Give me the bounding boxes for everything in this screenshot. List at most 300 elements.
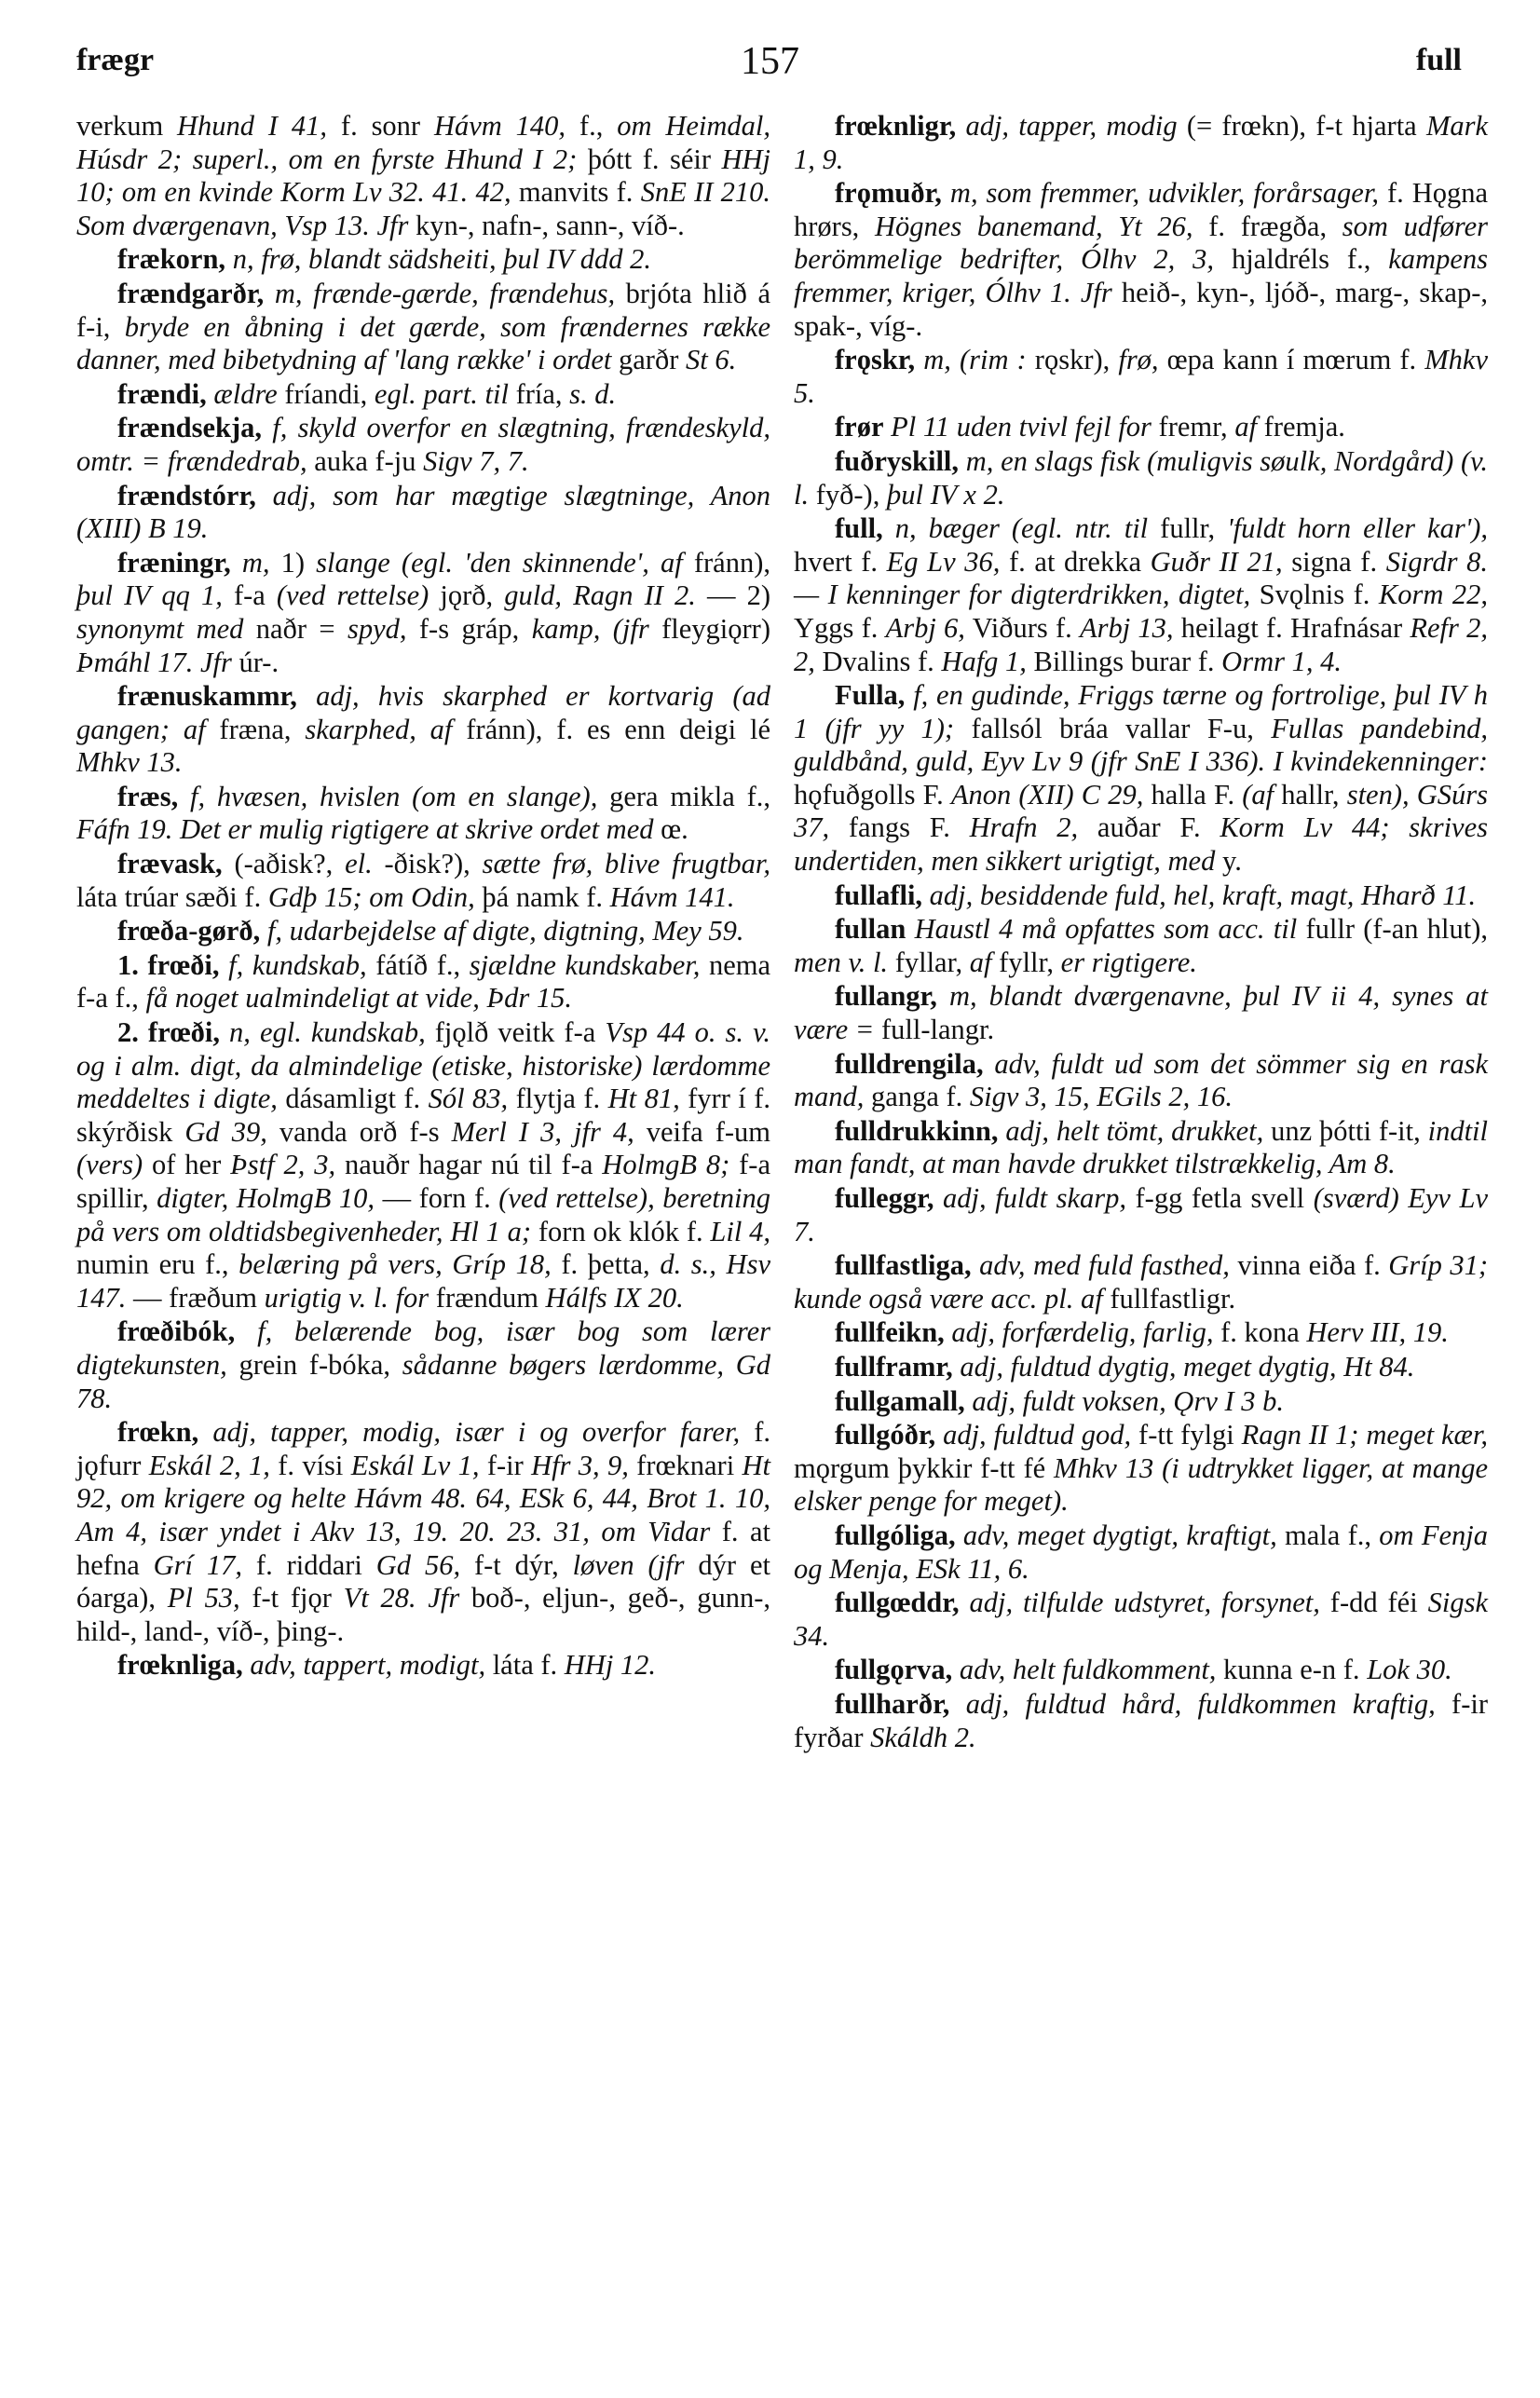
gloss-text: Korm Lv 44; skrives undertiden, men sikkert urigtigt, med bbox=[794, 811, 1488, 878]
gloss-text: slange (egl. 'den skinnende', af bbox=[316, 546, 683, 579]
dictionary-entry bbox=[794, 110, 1488, 176]
gloss-text: adj, tilfulde udstyret, forsynet, bbox=[969, 1587, 1320, 1619]
gloss-text: m, som fremmer, udvikler, forårsager, bbox=[949, 177, 1379, 210]
gloss-text: men v. l. bbox=[794, 946, 889, 978]
gloss-text: (ved rettelse) bbox=[276, 579, 429, 612]
gloss-text: ældre bbox=[213, 377, 278, 410]
gloss-text: f, hvæsen, hvislen (om en slange), bbox=[189, 780, 598, 812]
citation-text: þá namk f. bbox=[474, 880, 610, 913]
citation-text: hallr, bbox=[1274, 778, 1347, 811]
dictionary-entry bbox=[794, 1048, 1488, 1114]
citation-text: fyllr, bbox=[991, 946, 1061, 978]
citation-text: fránn), f. es enn deigi lé bbox=[452, 713, 771, 745]
headword: fullframr, bbox=[835, 1350, 953, 1383]
citation-text: f. sonr bbox=[327, 110, 434, 142]
gloss-text: Haustl 4 må opfattes som acc. til bbox=[914, 913, 1298, 946]
dictionary-entry bbox=[794, 411, 1488, 444]
dictionary-entry bbox=[76, 480, 770, 546]
gloss-text: Hhund I 41, bbox=[177, 110, 328, 142]
gloss-text: Hávm 141. bbox=[609, 880, 735, 913]
gloss-text: guld, Ragn II 2. bbox=[504, 579, 696, 612]
dictionary-entry bbox=[76, 243, 770, 277]
citation-text bbox=[956, 110, 965, 142]
gloss-text: Mhkv 5. bbox=[794, 344, 1488, 409]
citation-text: nauðr hagar nú til f-a bbox=[335, 1149, 603, 1181]
citation-text: brjóta hlið á f-i, bbox=[76, 277, 770, 343]
citation-text: nema f-a f., bbox=[76, 948, 770, 1015]
dictionary-entry bbox=[76, 781, 770, 847]
gloss-text: HHj 10; om en kvinde Korm Lv 32. 41. 42, bbox=[76, 143, 770, 209]
citation-text bbox=[942, 177, 950, 209]
citation-text bbox=[178, 781, 190, 812]
gloss-text: Merl I 3, jfr 4, bbox=[451, 1115, 634, 1148]
citation-text: auðar F. bbox=[1078, 811, 1220, 844]
dictionary-entry bbox=[794, 1419, 1488, 1519]
dictionary-entry bbox=[794, 1316, 1488, 1350]
citation-text: unz þótti f-it, bbox=[1263, 1114, 1428, 1147]
citation-text: of her bbox=[143, 1149, 231, 1181]
citation-text bbox=[937, 980, 949, 1012]
gloss-text: adv, tappert, modigt, bbox=[250, 1649, 486, 1682]
gloss-text: Ht 81, bbox=[607, 1083, 680, 1115]
citation-text bbox=[949, 1688, 965, 1720]
gloss-text: Sigsk 34. bbox=[794, 1587, 1488, 1652]
citation-text: hvert f. bbox=[794, 545, 887, 578]
dictionary-entry bbox=[76, 1315, 770, 1415]
dictionary-entry bbox=[794, 177, 1488, 343]
headword: fullangr, bbox=[835, 980, 937, 1013]
gloss-text: adv, fuldt ud som det sömmer sig en rask mand, bbox=[794, 1047, 1489, 1113]
gloss-text: adj, fuldt skarp, bbox=[943, 1182, 1126, 1214]
citation-text bbox=[198, 1416, 212, 1448]
citation-text: fleygiǫrr) bbox=[648, 612, 770, 645]
gloss-text: Korm 22, bbox=[1378, 579, 1488, 611]
dictionary-entry bbox=[794, 679, 1488, 879]
dictionary-entry bbox=[76, 412, 770, 478]
gloss-text: skarphed, af bbox=[305, 713, 453, 745]
citation-text: f-a spillir, bbox=[76, 1149, 770, 1214]
citation-text: halla F. bbox=[1143, 778, 1243, 811]
gloss-text: digter, HolmgB 10, bbox=[157, 1182, 375, 1214]
citation-text bbox=[220, 1016, 229, 1048]
citation-text: f-gg fetla svell bbox=[1125, 1182, 1314, 1214]
citation-text: fátíð f., bbox=[366, 948, 470, 981]
citation-text bbox=[231, 547, 242, 579]
gloss-text: d. s., Hsv 147. bbox=[76, 1248, 770, 1314]
dictionary-entry bbox=[76, 1016, 770, 1315]
citation-text bbox=[960, 1587, 970, 1618]
gloss-text: el. bbox=[345, 848, 373, 880]
headword: frœkn, bbox=[117, 1416, 199, 1449]
citation-text: Viðurs f. bbox=[964, 611, 1080, 644]
citation-text bbox=[972, 1249, 980, 1281]
gloss-text: Anon (XII) C 29, bbox=[950, 778, 1144, 811]
gloss-text: m, (rim : bbox=[923, 344, 1027, 376]
gloss-text: Eskál Lv 1, bbox=[350, 1449, 480, 1481]
citation-text: fremja. bbox=[1257, 411, 1345, 443]
gloss-text: få noget ualmindeligt at vide, Þdr 15. bbox=[145, 982, 572, 1015]
gloss-text: Vsp 44 o. s. v. og i alm. digt, da almindelige (etiske, historiske) lærdomme meddeltes i digte, bbox=[76, 1016, 770, 1115]
headword: fullgœddr, bbox=[835, 1587, 960, 1619]
page-number: 157 bbox=[741, 40, 799, 83]
dictionary-entry bbox=[794, 1351, 1488, 1384]
citation-text bbox=[883, 512, 895, 544]
gloss-text: (ved rettelse), beretning på vers om oldtidsbegivenheder, Hl 1 a; bbox=[76, 1182, 770, 1247]
gloss-text: sjældne kundskaber, bbox=[469, 948, 701, 981]
gloss-text: Hrafn 2, bbox=[969, 811, 1079, 844]
citation-text bbox=[934, 1182, 943, 1214]
gloss-text: Guðr II 21, bbox=[1150, 545, 1283, 578]
citation-text bbox=[906, 913, 914, 945]
citation-text: f-a bbox=[222, 579, 277, 612]
citation-text: f. þetta, bbox=[551, 1248, 661, 1281]
gloss-text: m, frænde-gærde, frændehus, bbox=[274, 277, 616, 309]
gloss-text: Lok 30. bbox=[1367, 1654, 1452, 1686]
dictionary-entry bbox=[76, 949, 770, 1015]
gloss-text: Gríp 31; kunde også være acc. pl. af bbox=[794, 1249, 1489, 1315]
headword: Fulla, bbox=[835, 679, 906, 712]
citation-text: fremr, bbox=[1151, 411, 1235, 443]
citation-text: gera mikla f., bbox=[597, 780, 770, 812]
gloss-text: s. d. bbox=[569, 377, 617, 410]
gloss-text: SnE II 210. Som dværgenavn, Vsp 13. Jfr bbox=[76, 176, 770, 241]
citation-text bbox=[915, 344, 923, 375]
citation-text: f. at drekka bbox=[1000, 545, 1151, 578]
dictionary-entry bbox=[794, 1688, 1488, 1754]
citation-text: mala f., bbox=[1276, 1519, 1380, 1551]
headword: 1. frœði, bbox=[117, 948, 220, 981]
gloss-text: f, en gudinde, Friggs tærne og fortrolige, þul IV h 1 (jfr yy 1); bbox=[794, 679, 1489, 744]
dictionary-entry bbox=[794, 1182, 1488, 1248]
citation-text: þótt f. séir bbox=[577, 143, 722, 175]
headword: fullharðr, bbox=[835, 1687, 950, 1720]
gloss-text: adj, fuldtud god, bbox=[943, 1419, 1132, 1451]
citation-text: forn ok klók f. bbox=[531, 1215, 711, 1247]
citation-text: hjaldréls f., bbox=[1214, 243, 1389, 276]
dictionary-entry bbox=[794, 445, 1488, 511]
gloss-text: Sigv 7, 7. bbox=[423, 444, 529, 477]
gloss-text: adj, fuldt voksen, Ǫrv I 3 b. bbox=[972, 1384, 1285, 1417]
gloss-text: adj, som har mægtige slægtninge, Anon (XIII) B 19. bbox=[76, 479, 770, 545]
citation-text: grein f-bóka, bbox=[226, 1348, 402, 1381]
citation-text bbox=[922, 879, 930, 911]
gloss-text: om Heimdal, Húsdr 2; superl., om en fyrste Hhund I 2; bbox=[76, 110, 770, 175]
citation-text bbox=[260, 915, 267, 947]
gloss-text: Þstf 2, 3, bbox=[230, 1149, 336, 1181]
gloss-text: f, belærende bog, især bog som lærer digtekunsten, bbox=[76, 1315, 771, 1381]
headword: fullgóliga, bbox=[835, 1519, 956, 1551]
citation-text: heið-, kyn-, ljóð-, marg-, skap-, spak-, víg-. bbox=[794, 276, 1488, 342]
gloss-text: adj, hvis skarphed er kortvarig (ad gangen; af bbox=[76, 680, 771, 745]
citation-text bbox=[956, 1519, 963, 1551]
gloss-text: þul IV x 2. bbox=[886, 478, 1005, 511]
dictionary-entry bbox=[76, 1649, 770, 1683]
citation-text: veifa f-um bbox=[634, 1115, 771, 1148]
gloss-text: egl. part. til bbox=[374, 377, 509, 410]
headword: fullan bbox=[835, 913, 906, 946]
gloss-text: af bbox=[1234, 411, 1258, 443]
gloss-text: synonymt med bbox=[76, 612, 244, 645]
gloss-text: Sigrdr 8. — I kenninger for digterdrikken, digtet, bbox=[794, 545, 1489, 611]
gloss-text: f, kundskab, bbox=[228, 948, 367, 981]
gloss-text: adv, med fuld fasthed, bbox=[979, 1249, 1230, 1282]
gloss-text: þul IV qq 1, bbox=[76, 579, 223, 612]
citation-text: hǫfuðgolls F. bbox=[794, 778, 951, 811]
headword: frækorn, bbox=[117, 243, 226, 276]
citation-text: fangs F. bbox=[829, 811, 970, 844]
headword: frør bbox=[835, 411, 884, 443]
citation-text: naðr = bbox=[243, 612, 348, 645]
citation-text: Yggs f. bbox=[794, 611, 886, 644]
dictionary-entry bbox=[76, 848, 770, 914]
gloss-text: adv, meget dygtigt, kraftigt, bbox=[962, 1519, 1277, 1551]
citation-text bbox=[959, 445, 966, 477]
citation-text: f., bbox=[566, 110, 618, 142]
citation-text: jǫrð, bbox=[429, 579, 505, 612]
citation-text: f. at hefna bbox=[76, 1515, 770, 1581]
gloss-text: Mhkv 13. bbox=[76, 746, 183, 779]
citation-text: láta f. bbox=[485, 1649, 565, 1682]
citation-text: heilagt f. Hrafnásar bbox=[1173, 611, 1411, 644]
gloss-text: Ormr 1, 4. bbox=[1221, 645, 1342, 677]
gloss-text: er rigtigere. bbox=[1060, 946, 1197, 978]
gloss-text: Hálfs IX 20. bbox=[545, 1281, 684, 1314]
gloss-text: løven (jfr bbox=[572, 1548, 685, 1581]
citation-text: fránn), bbox=[682, 546, 770, 579]
citation-text: Dvalins f. bbox=[814, 645, 942, 677]
headword: fulldrukkinn, bbox=[835, 1114, 999, 1147]
gloss-text: HolmgB 8; bbox=[602, 1149, 730, 1181]
gloss-text: sådanne bøgers lærdomme, Gd 78. bbox=[76, 1348, 770, 1414]
dictionary-entry bbox=[76, 547, 770, 679]
gloss-text: om Fenja og Menja, ESk 11, 6. bbox=[794, 1519, 1488, 1585]
citation-text: f-dd féi bbox=[1319, 1587, 1428, 1619]
gloss-text: Lil 4, bbox=[710, 1215, 770, 1247]
headword: fuðryskill, bbox=[835, 444, 960, 477]
gloss-text: Mhkv 13 (i udtrykket ligger, at mange elsker penge for meget). bbox=[794, 1451, 1488, 1518]
gloss-text: Fullas pandebind, guldbånd, guld, Eyv Lv 9 (jfr SnE I 336). I kvindekenninger: bbox=[794, 712, 1488, 778]
citation-text bbox=[264, 278, 275, 309]
gloss-text: Refr 2, 2, bbox=[794, 611, 1488, 677]
gloss-text: n, egl. kundskab, bbox=[229, 1016, 426, 1049]
citation-text: úr-. bbox=[231, 646, 279, 678]
gloss-text: Hafg 1, bbox=[941, 645, 1027, 677]
citation-text bbox=[235, 1315, 257, 1347]
gloss-text: m, bbox=[241, 546, 270, 579]
citation-text: Billings burar f. bbox=[1026, 645, 1222, 677]
citation-text bbox=[883, 411, 891, 443]
citation-text: verkum bbox=[76, 110, 178, 142]
citation-text bbox=[220, 949, 229, 981]
citation-text: f-t fjǫr bbox=[239, 1582, 344, 1615]
gloss-text: St 6. bbox=[686, 344, 737, 376]
gloss-text: kamp, (jfr bbox=[531, 612, 649, 645]
citation-text: f. Hǫgna hrørs, bbox=[794, 177, 1489, 242]
citation-text: signa f. bbox=[1282, 545, 1386, 578]
citation-text: full-langr. bbox=[874, 1014, 995, 1046]
citation-text: frœknari bbox=[628, 1449, 743, 1481]
dictionary-entry bbox=[76, 915, 770, 948]
gloss-text: Grí 17, bbox=[153, 1548, 243, 1581]
gloss-text: Sigv 3, 15, EGils 2, 16. bbox=[969, 1081, 1233, 1113]
citation-text: fræna, bbox=[205, 713, 306, 745]
gloss-text: adj, fuldtud hård, fuldkommen kraftig, bbox=[965, 1687, 1436, 1720]
gloss-text: Herv III, 19. bbox=[1306, 1316, 1449, 1349]
citation-text: boð-, eljun-, geð-, gunn-, hild-, land-, víð-, þing-. bbox=[76, 1582, 770, 1647]
dictionary-entry bbox=[794, 1249, 1488, 1315]
headword: fullafli, bbox=[835, 879, 923, 911]
citation-text: f. vísi bbox=[269, 1449, 351, 1481]
citation-text: 1) bbox=[269, 546, 317, 579]
headword: fulleggr, bbox=[835, 1182, 934, 1214]
citation-text: fullr, bbox=[1148, 512, 1228, 545]
headword: fullgǫrva, bbox=[835, 1654, 953, 1686]
headword: fræs, bbox=[117, 780, 179, 812]
gloss-text: Ragn II 1; meget kær, bbox=[1241, 1419, 1489, 1451]
citation-text: kyn-, nafn-, sann-, víð-. bbox=[408, 209, 685, 241]
gloss-text: Eg Lv 36, bbox=[886, 545, 1001, 578]
citation-text bbox=[984, 1048, 995, 1080]
dictionary-entry bbox=[794, 1115, 1488, 1181]
gloss-text: n, bæger (egl. ntr. til bbox=[894, 512, 1149, 545]
dictionary-entry bbox=[76, 680, 770, 780]
citation-text: manvits f. bbox=[511, 176, 641, 209]
gloss-text: belæring på vers, Gríp 18, bbox=[238, 1248, 552, 1281]
citation-text: dýr et óarga), bbox=[76, 1548, 770, 1615]
gloss-text: Mark 1, 9. bbox=[794, 110, 1489, 175]
gloss-text: (vers) bbox=[76, 1149, 143, 1181]
citation-text: f-tt fylgi bbox=[1131, 1419, 1242, 1451]
gloss-text: Skáldh 2. bbox=[870, 1721, 976, 1753]
headword: fullgamall, bbox=[835, 1384, 965, 1417]
gloss-text: Hfr 3, 9, bbox=[531, 1449, 629, 1481]
headword: frǫskr, bbox=[835, 344, 916, 376]
citation-text: mǫrgum þykkir f-tt fé bbox=[794, 1451, 1055, 1484]
headword: 2. frœði, bbox=[117, 1016, 220, 1049]
citation-text: f. frægða, bbox=[1192, 210, 1342, 242]
dictionary-entry bbox=[76, 378, 770, 412]
dictionary-entry bbox=[794, 1587, 1488, 1653]
citation-text: vanda orð f-s bbox=[266, 1115, 452, 1148]
gloss-text: Gdþ 15; om Odin, bbox=[267, 880, 475, 913]
citation-text: rǫskr), bbox=[1026, 344, 1119, 376]
gloss-text: Eskál 2, 1, bbox=[148, 1449, 270, 1481]
gloss-text: indtil man fandt, at man havde drukket tilstrækkelig, Am 8. bbox=[794, 1114, 1488, 1180]
dictionary-entry bbox=[794, 1519, 1488, 1586]
headword: frœðibók, bbox=[117, 1315, 236, 1348]
citation-text: fríandi, bbox=[277, 377, 375, 410]
citation-text bbox=[262, 412, 272, 443]
gloss-text: Þmáhl 17. Jfr bbox=[76, 646, 232, 678]
gloss-text: adj, tapper, modig bbox=[965, 110, 1178, 142]
dictionary-entry bbox=[76, 278, 770, 377]
citation-text: — 2) bbox=[695, 579, 770, 612]
gloss-text: Ht 92, om krigere og helte Hávm 48. 64, ESk 6, 44, Brot 1. 10, Am 4, især yndet i Akv 13, 19. 20. 23. 31, om Vidar bbox=[76, 1449, 771, 1547]
gloss-text: adj, fuldtud dygtig, meget dygtig, Ht 84. bbox=[960, 1350, 1415, 1383]
headword: fullfastliga, bbox=[835, 1249, 972, 1282]
right-guide-word: full bbox=[1415, 43, 1462, 77]
dictionary-entry bbox=[794, 1385, 1488, 1419]
gloss-text: af bbox=[969, 946, 992, 978]
citation-text: (= frœkn), f-t hjarta bbox=[1177, 110, 1426, 142]
citation-text: numin eru f., bbox=[76, 1248, 239, 1281]
dictionary-entry bbox=[794, 512, 1488, 678]
headword: frævask, bbox=[117, 848, 223, 880]
dictionary-entry bbox=[76, 1416, 770, 1648]
gloss-text: bryde en åbning i det gærde, som frændernes række danner, med bibetydning af 'lang række' i ordet bbox=[76, 310, 771, 376]
gloss-text: Vt 28. Jfr bbox=[343, 1582, 460, 1615]
citation-text bbox=[225, 243, 233, 275]
left-guide-word: frægr bbox=[76, 43, 155, 77]
citation-text bbox=[952, 1654, 960, 1685]
citation-text: — fræðum bbox=[126, 1281, 265, 1314]
dictionary-entry bbox=[794, 1654, 1488, 1687]
headword: frænuskammr, bbox=[117, 680, 297, 713]
dictionary-entry bbox=[794, 913, 1488, 979]
gloss-text: Gd 39, bbox=[184, 1115, 267, 1148]
citation-text: garðr bbox=[611, 344, 686, 376]
citation-text: Svǫlnis f. bbox=[1250, 579, 1379, 611]
gloss-text: Sól 83, bbox=[428, 1083, 509, 1115]
gloss-text: Pl 53, bbox=[167, 1582, 240, 1615]
gloss-text: f, skyld overfor en slægtning, frændeskyld, omtr. = frændedrab, bbox=[76, 412, 771, 477]
gloss-text: kampens fremmer, kriger, Ólhv 1. Jfr bbox=[794, 243, 1488, 308]
citation-text bbox=[256, 480, 273, 511]
citation-text: œpa kann í mœrum f. bbox=[1158, 344, 1425, 376]
right-column bbox=[794, 110, 1488, 1755]
citation-text: f. riddari bbox=[242, 1548, 376, 1581]
citation-text: — forn f. bbox=[375, 1182, 499, 1214]
gloss-text: Gd 56, bbox=[375, 1548, 461, 1581]
gloss-text: Arbj 6, bbox=[885, 611, 965, 644]
gloss-text: m, blandt dværgenavne, þul IV ii 4, synes at være = bbox=[794, 980, 1488, 1046]
dictionary-entry bbox=[794, 980, 1488, 1046]
headword: frœknliga, bbox=[117, 1649, 243, 1682]
citation-text: ganga f. bbox=[864, 1081, 970, 1113]
headword: fræningr, bbox=[117, 546, 231, 579]
citation-text: láta trúar sæði f. bbox=[76, 880, 268, 913]
headword: frændsekja, bbox=[117, 412, 263, 444]
headword: frændstórr, bbox=[117, 479, 256, 511]
citation-text: fyð-), bbox=[809, 478, 887, 511]
citation-text: f. jǫfurr bbox=[76, 1416, 771, 1481]
gloss-text: (sværd) Eyv Lv 7. bbox=[794, 1182, 1488, 1247]
gloss-text: HHj 12. bbox=[564, 1649, 657, 1682]
gloss-text: n, frø, blandt sädsheiti, þul IV ddd 2. bbox=[232, 243, 652, 276]
citation-text: fullfastligr. bbox=[1102, 1282, 1236, 1315]
left-column bbox=[76, 110, 770, 1683]
gloss-text: adj, besiddende fuld, hel, kraft, magt, Hharð 11. bbox=[929, 879, 1477, 911]
gloss-text: adj, tapper, modig, især i og overfor farer, bbox=[212, 1416, 741, 1449]
citation-text: œ. bbox=[653, 813, 688, 846]
gloss-text: Hávm 140, bbox=[433, 110, 566, 142]
gloss-text: frø, bbox=[1118, 344, 1159, 376]
citation-text: (-aðisk?, bbox=[222, 848, 346, 880]
citation-text: fjǫlð veitk f-a bbox=[425, 1016, 606, 1049]
citation-text: f-ir bbox=[479, 1449, 532, 1481]
headword: frændi, bbox=[117, 377, 207, 410]
gloss-text: Pl 11 uden tvivl fejl for bbox=[891, 411, 1152, 443]
citation-text: flytja f. bbox=[508, 1083, 608, 1115]
citation-text bbox=[905, 679, 913, 711]
headword: frœða-gørð, bbox=[117, 915, 261, 947]
citation-text: fallsól bráa vallar F-u, bbox=[954, 712, 1272, 744]
citation-text bbox=[935, 1419, 943, 1451]
gloss-text: sten), GSúrs 37, bbox=[794, 778, 1489, 844]
citation-text: -ðisk?), bbox=[372, 848, 483, 880]
headword: frǫmuðr, bbox=[835, 177, 942, 210]
headword: fullgóðr, bbox=[835, 1419, 936, 1451]
